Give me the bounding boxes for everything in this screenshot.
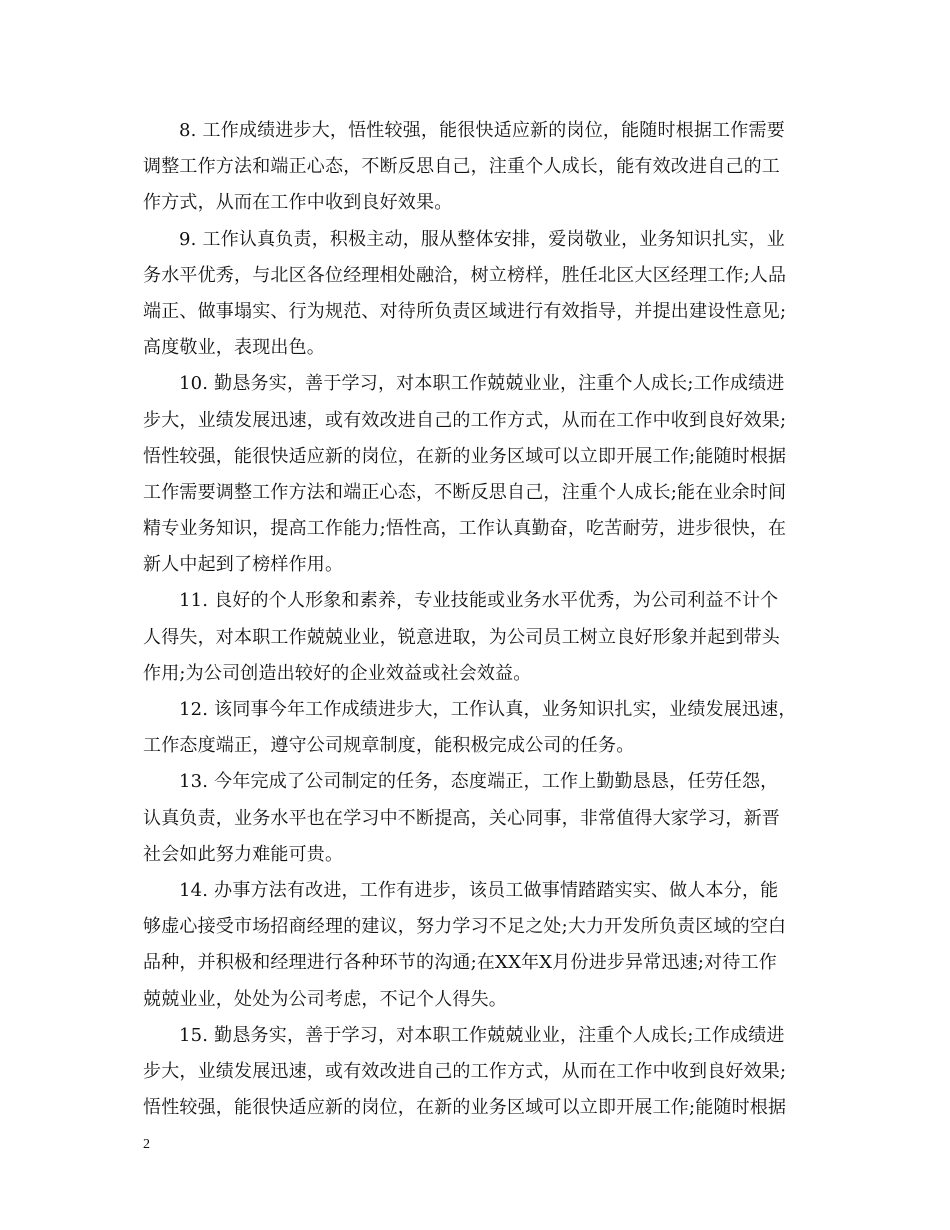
text-line: 够虚心接受市场招商经理的建议，努力学习不足之处;大力开发所负责区域的空白 bbox=[143, 916, 787, 938]
paragraph-12 bbox=[143, 692, 823, 764]
text-line: 13. 今年完成了公司制定的任务，态度端正，工作上勤勤恳恳，任劳任怨， bbox=[179, 771, 779, 793]
text-line: 作方式，从而在工作中收到良好效果。 bbox=[143, 192, 453, 214]
paragraph-10 bbox=[143, 366, 823, 583]
text-line: 11. 良好的个人形象和素养，专业技能或业务水平优秀，为公司利益不计个 bbox=[179, 590, 779, 612]
text-line: 认真负责，业务水平也在学习中不断提高，关心同事，非常值得大家学习，新晋 bbox=[143, 807, 780, 829]
text-line: 14. 办事方法有改进，工作有进步，该员工做事情踏踏实实、做人本分，能 bbox=[179, 879, 779, 901]
text-line: 工作态度端正，遵守公司规章制度，能积极完成公司的任务。 bbox=[143, 735, 635, 757]
document-body bbox=[143, 113, 823, 1126]
paragraph-13 bbox=[143, 764, 823, 873]
text-line: 8. 工作成绩进步大，悟性较强，能很快适应新的岗位，能随时根据工作需要 bbox=[179, 120, 785, 141]
text-line: 悟性较强，能很快适应新的岗位，在新的业务区域可以立即开展工作;能随时根据 bbox=[143, 1097, 787, 1119]
paragraph-11 bbox=[143, 583, 823, 692]
text-line: 10. 勤恳务实，善于学习，对本职工作兢兢业业，注重个人成长;工作成绩进 bbox=[179, 373, 785, 395]
text-line: 新人中起到了榜样作用。 bbox=[143, 554, 344, 576]
text-line: 悟性较强，能很快适应新的岗位，在新的业务区域可以立即开展工作;能随时根据 bbox=[143, 445, 787, 467]
paragraph-9 bbox=[143, 222, 823, 367]
text-line: 12. 该同事今年工作成绩进步大，工作认真，业务知识扎实，业绩发展迅速， bbox=[179, 699, 797, 720]
text-line: 步大，业绩发展迅速，或有效改进自己的工作方式，从而在工作中收到良好效果; bbox=[143, 409, 787, 431]
text-line: 9. 工作认真负责，积极主动，服从整体安排，爱岗敬业，业务知识扎实，业 bbox=[179, 228, 785, 250]
text-line: 作用;为公司创造出较好的企业效益或社会效益。 bbox=[143, 662, 532, 684]
text-line: 社会如此努力难能可贵。 bbox=[143, 843, 344, 865]
text-line: 人得失，对本职工作兢兢业业，锐意进取，为公司员工树立良好形象并起到带头 bbox=[143, 626, 780, 648]
page-number: 2 bbox=[143, 1137, 150, 1152]
paragraph-15 bbox=[143, 1018, 823, 1127]
text-line: 兢兢业业，处处为公司考虑，不记个人得失。 bbox=[143, 988, 507, 1010]
text-line: 品种，并积极和经理进行各种环节的沟通;在XX年X月份进步异常迅速;对待工作 bbox=[143, 952, 777, 974]
text-line: 精专业务知识，提高工作能力;悟性高，工作认真勤奋，吃苦耐劳，进步很快，在 bbox=[143, 518, 787, 540]
text-line: 步大，业绩发展迅速，或有效改进自己的工作方式，从而在工作中收到良好效果; bbox=[143, 1060, 787, 1082]
text-line: 工作需要调整工作方法和端正心态，不断反思自己，注重个人成长;能在业余时间 bbox=[143, 481, 787, 503]
paragraph-14 bbox=[143, 873, 823, 1018]
text-line: 高度敬业，表现出色。 bbox=[143, 337, 325, 359]
paragraph-8 bbox=[143, 113, 823, 222]
text-line: 务水平优秀，与北区各位经理相处融洽，树立榜样，胜任北区大区经理工作;人品 bbox=[143, 264, 787, 286]
text-line: 15. 勤恳务实，善于学习，对本职工作兢兢业业，注重个人成长;工作成绩进 bbox=[179, 1024, 785, 1046]
text-line: 调整工作方法和端正心态，不断反思自己，注重个人成长，能有效改进自己的工 bbox=[143, 156, 780, 178]
text-line: 端正、做事塌实、行为规范、对待所负责区域进行有效指导，并提出建设性意见; bbox=[143, 300, 787, 322]
